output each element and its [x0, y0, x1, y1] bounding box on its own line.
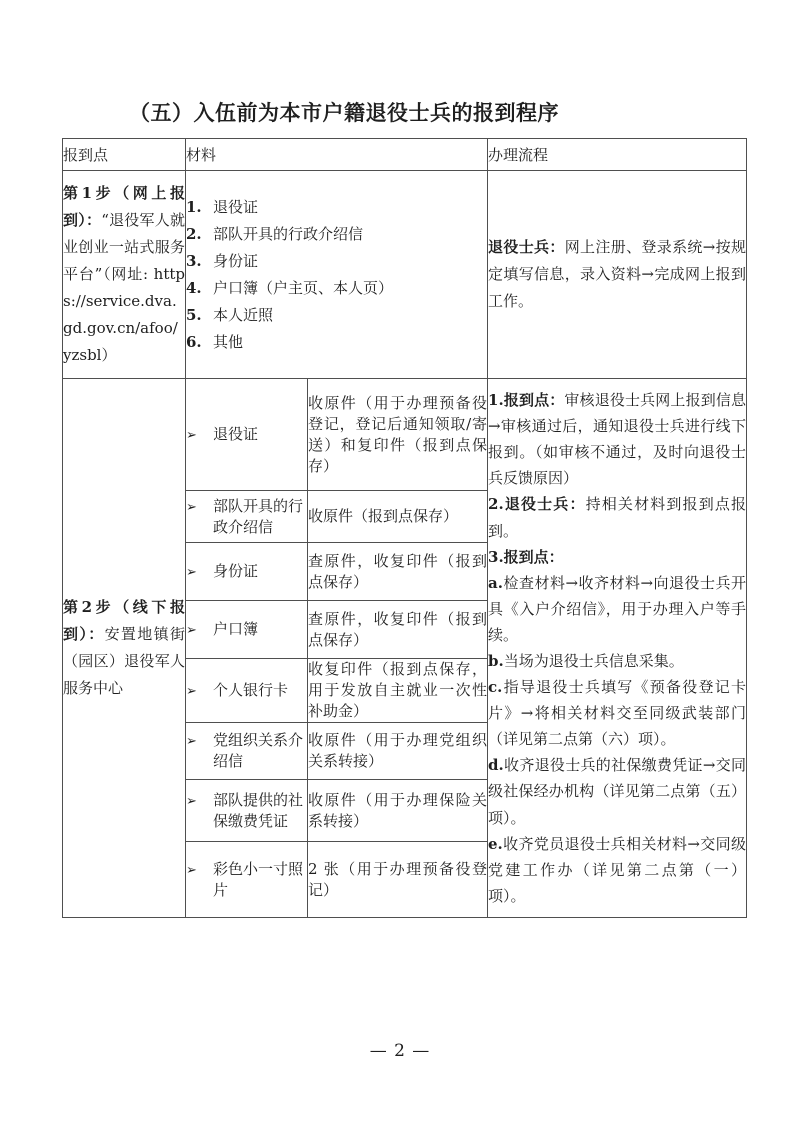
step2-detail: 安置地镇街（园区）退役军人服务中心: [63, 625, 185, 697]
step1-process-text: 网上注册、登录系统→按规定填写信息，录入资料→完成网上报到工作。: [488, 238, 747, 310]
material-item-text: 党组织关系介绍信: [213, 731, 304, 770]
step1-label: 第1步（网上报到）：: [63, 184, 185, 229]
arrow-bullet-icon: ➢: [186, 683, 197, 699]
list-item-number: 3.: [186, 251, 202, 270]
material-item-cell: [186, 491, 308, 543]
list-item-number: 1.: [186, 197, 202, 216]
arrow-bullet-icon: ➢: [186, 793, 197, 809]
list-item: [186, 329, 487, 356]
arrow-bullet-icon: ➢: [186, 427, 197, 443]
list-item: [186, 248, 487, 275]
material-item-cell: [186, 379, 308, 491]
header-materials: 材料: [186, 139, 488, 171]
material-note-cell: 收原件（报到点保存）: [308, 491, 488, 543]
process-step-text: 当场为退役士兵信息采集。: [503, 652, 684, 670]
process-step: [488, 674, 746, 752]
material-item-text: 部队开具的行政介绍信: [213, 496, 304, 536]
material-note-cell: 收原件（用于办理预备役登记，登记后通知领取/寄送）和复印件（报到点保存）: [308, 379, 488, 491]
material-note-cell: 查原件，收复印件（报到点保存）: [308, 543, 488, 601]
material-note-cell: 收原件（用于办理保险关系转接）: [308, 780, 488, 842]
material-item-text: 个人银行卡: [213, 680, 289, 699]
material-item-text: 退役证: [213, 424, 259, 443]
material-item-text: 彩色小一寸照片: [213, 859, 304, 899]
step1-checkin-point-cell: [63, 171, 186, 379]
process-step-label: a.: [488, 573, 503, 592]
material-note-cell: 收原件（用于办理党组织关系转接）: [308, 723, 488, 780]
step1-materials-cell: [186, 171, 488, 379]
list-item-text: 部队开具的行政介绍信: [213, 224, 364, 243]
list-item-number: 5.: [186, 305, 202, 324]
material-item-text: 身份证: [213, 561, 259, 580]
process-step-label: c.: [488, 678, 503, 697]
process-step-label: e.: [488, 834, 503, 853]
process-step-label: 1.报到点：: [488, 391, 565, 410]
process-step-text: 指导退役士兵填写《预备役登记卡片》→将相关材料交至同级武装部门（详见第二点第（六）项）。: [488, 678, 747, 749]
page-title: （五）入伍前为本市户籍退役士兵的报到程序: [129, 100, 559, 125]
list-item-text: 退役证: [213, 197, 259, 216]
material-item-cell: [186, 659, 308, 723]
material-item-cell: [186, 723, 308, 780]
list-item-text: 身份证: [213, 251, 259, 270]
material-item-cell: [186, 543, 308, 601]
material-note-cell: 收复印件（报到点保存，用于发放自主就业一次性补助金）: [308, 659, 488, 723]
process-step: [488, 831, 746, 909]
list-item-text: 其他: [213, 332, 244, 351]
list-item-number: 4.: [186, 278, 202, 297]
process-step-text: 收齐党员退役士兵相关材料→交同级党建工作办（详见第二点第（一）项）。: [488, 834, 747, 905]
process-step: [488, 544, 746, 570]
list-item: [186, 221, 487, 248]
process-step-text: 审核退役士兵网上报到信息→审核通过后，通知退役士兵进行线下报到。（如审核不通过，及时向退役士兵反馈原因）: [488, 391, 747, 488]
page-number: — 2 —: [369, 1041, 431, 1061]
list-item: [186, 194, 487, 221]
table-row-step2-sub1: [63, 379, 747, 491]
list-item-text: 户口簿（户主页、本人页）: [213, 278, 394, 297]
step1-process-cell: [488, 171, 747, 379]
step1-detail: “退役军人就业创业一站式服务平台”（网址: https://service.dva.gd.gov.cn/afoo/yzsbl）: [63, 211, 185, 364]
arrow-bullet-icon: ➢: [186, 622, 197, 638]
material-item-cell: [186, 780, 308, 842]
header-process: 办理流程: [488, 139, 747, 171]
arrow-bullet-icon: ➢: [186, 734, 197, 749]
material-item-cell: [186, 842, 308, 918]
material-item-cell: [186, 601, 308, 659]
table-row-step1: [63, 171, 747, 379]
process-step-text: 检查材料→收齐材料→向退役士兵开具《入户介绍信》，用于办理入户等手续。: [488, 573, 747, 644]
material-item-text: 户口簿: [213, 619, 259, 638]
table-header-row: [63, 139, 747, 171]
arrow-bullet-icon: ➢: [186, 564, 197, 580]
process-step-text: 收齐退役士兵的社保缴费凭证→交同级社保经办机构（详见第二点第（五）项）。: [488, 756, 747, 827]
step1-process-label: 退役士兵：: [488, 238, 565, 256]
list-item: [186, 275, 487, 302]
process-step-text: 持相关材料到报到点报到。: [488, 495, 746, 540]
list-item-number: 6.: [186, 332, 202, 351]
process-step: [488, 387, 746, 491]
step2-label: 第2步（线下报到）：: [63, 598, 185, 643]
material-note-cell: 查原件，收复印件（报到点保存）: [308, 601, 488, 659]
material-note-cell: 2 张（用于办理预备役登记）: [308, 842, 488, 918]
list-item: [186, 302, 487, 329]
process-step-label: b.: [488, 652, 504, 670]
header-checkin-point: 报到点: [63, 139, 186, 171]
step2-process-cell: [488, 379, 747, 918]
step2-checkin-point-cell: [63, 379, 186, 918]
process-step: [488, 491, 746, 543]
process-step: [488, 570, 746, 648]
list-item-text: 本人近照: [213, 305, 274, 324]
list-item-number: 2.: [186, 224, 202, 243]
arrow-bullet-icon: ➢: [186, 862, 197, 878]
process-step: [488, 648, 746, 674]
process-step-label: d.: [488, 756, 504, 775]
process-step-label: 2.退役士兵：: [488, 495, 586, 514]
process-step: [488, 752, 746, 830]
procedure-table: [62, 138, 747, 918]
process-step-label: 3.报到点：: [488, 547, 564, 566]
material-item-text: 部队提供的社保缴费凭证: [213, 790, 304, 830]
arrow-bullet-icon: ➢: [186, 499, 197, 515]
